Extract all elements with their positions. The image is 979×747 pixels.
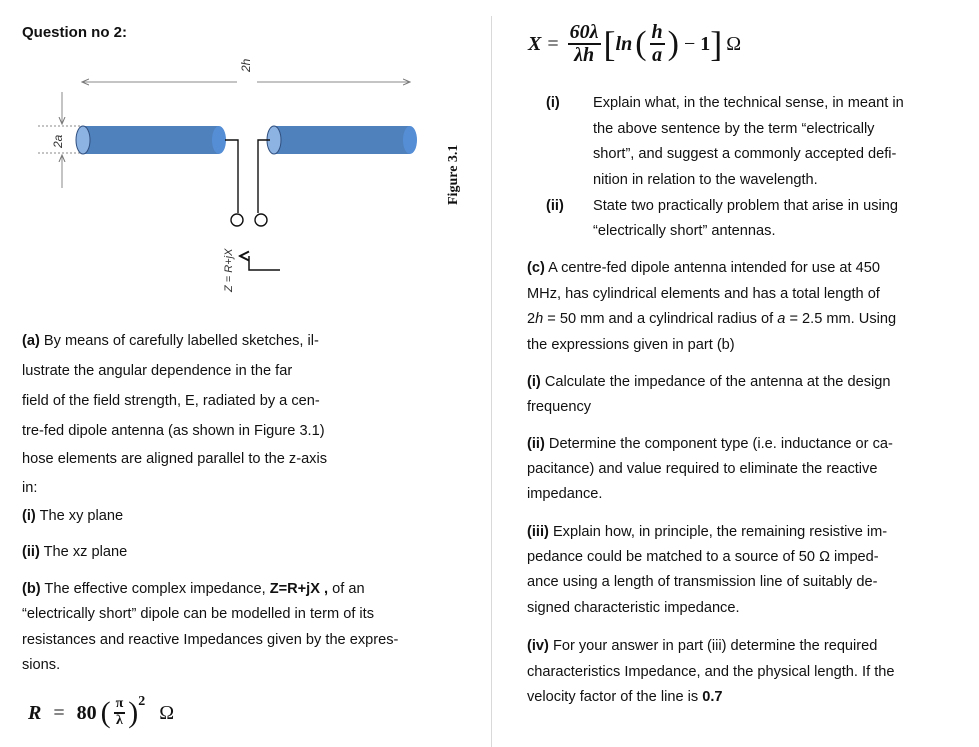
formula-unit: Ω — [159, 701, 175, 724]
fraction-denominator: λh — [574, 44, 595, 66]
part-a-line: lustrate the angular dependence in the far — [22, 363, 293, 379]
part-c-line — [527, 259, 880, 277]
part-c-item-line: pacitance) and value required to eliminate the reactive — [527, 461, 878, 477]
fraction-denominator: a — [652, 44, 663, 66]
part-c-item-line: signed characteristic impedance. — [527, 600, 740, 616]
part-c-text: = 2.5 mm. Using — [785, 311, 897, 327]
sub-b-line: “electrically short” antennas. — [593, 223, 776, 239]
part-c-item-line: characteristics Impedance, and the physical length. If the — [527, 664, 895, 680]
fraction-numerator: 60λ — [569, 21, 599, 43]
part-a-item — [22, 507, 123, 525]
part-c-item-line: frequency — [527, 399, 592, 415]
part-b-text: of an — [328, 581, 365, 597]
part-b-text: The effective complex impedance, — [40, 581, 270, 597]
sub-b-line: Explain what, in the technical sense, in meant in — [593, 95, 904, 111]
sub-b-line: nition in relation to the wavelength. — [593, 172, 818, 188]
sub-b-i-label: (i) — [546, 95, 560, 111]
formula-ratio — [650, 22, 665, 66]
fraction-numerator: h — [651, 21, 663, 43]
part-a-line — [22, 332, 319, 350]
formula-r-lhs: R — [28, 701, 42, 724]
formula-unit: Ω — [726, 32, 742, 55]
figure-caption: Figure 3.1 — [446, 144, 461, 205]
part-a-item — [22, 543, 127, 561]
part-a-label: (a) — [22, 333, 40, 349]
part-c-line: MHz, has cylindrical elements and has a total length of — [527, 286, 880, 302]
impedance-expression: Z=R+jX , — [269, 581, 329, 597]
formula-fraction — [568, 22, 601, 66]
formula-fraction — [114, 697, 126, 728]
reactance-formula: X = $\frac{60\lambda}{\lambda h}$ [ ln ( $\frac{h}{a}$ ) − 1 ] Ω — [528, 21, 742, 66]
part-a-line: in: — [22, 480, 38, 496]
part-a-text: By means of carefully labelled sketches, il- — [39, 333, 319, 349]
formula-equals: = — [547, 32, 559, 55]
item-label: (i) — [527, 374, 541, 390]
terminal-arrow — [249, 256, 280, 270]
formula-exponent: 2 — [138, 694, 146, 709]
formula-ln: ln — [615, 32, 633, 55]
fraction-denominator: λ — [116, 713, 123, 728]
formula-x-lhs: X — [528, 32, 542, 55]
part-c-text: = 50 mm and a cylindrical radius of — [543, 311, 778, 327]
part-a-line: hose elements are aligned parallel to the z-axis — [22, 451, 328, 467]
item-label: (ii) — [22, 544, 40, 560]
part-c-item-line: ance using a length of transmission line of suitably de- — [527, 574, 878, 590]
formula-coefficient: 80 — [76, 701, 97, 724]
part-c-item-line — [527, 688, 723, 706]
part-c-text: 2 — [527, 311, 536, 327]
item-text: Calculate the impedance of the antenna at the design — [540, 374, 891, 390]
item-label: (iii) — [527, 524, 549, 540]
formula-equals: = — [53, 701, 65, 724]
velocity-factor-value: 0.7 — [702, 689, 723, 705]
dipole-antenna-figure — [0, 0, 480, 300]
fraction-numerator: π — [114, 697, 126, 714]
part-b-line: “electrically short” dipole can be modelled in term of its — [22, 606, 375, 622]
part-b-line: sions. — [22, 657, 61, 673]
part-b-line: resistances and reactive Impedances given by the expres- — [22, 632, 399, 648]
formula-minus: − — [683, 32, 696, 55]
label-impedance: Z = R+jX — [223, 248, 235, 292]
item-label: (iv) — [527, 638, 549, 654]
sub-b-line: the above sentence by the term “electrically — [593, 121, 875, 137]
resistance-formula: R = 80 ( $\frac{\pi}{\lambda}$ ) 2 Ω — [28, 694, 175, 729]
item-label: (ii) — [527, 436, 545, 452]
part-a-line: field of the field strength, E, radiated by a cen- — [22, 393, 320, 409]
sub-b-ii-label: (ii) — [546, 198, 564, 214]
label-2a: 2a — [51, 134, 65, 148]
part-c-item — [527, 435, 893, 453]
part-c-item-line: pedance could be matched to a source of 50 Ω imped- — [527, 549, 879, 565]
part-c-item — [527, 523, 887, 541]
part-a-line: tre-fed dipole antenna (as shown in Figure 3.1) — [22, 423, 325, 439]
feed-wires — [225, 140, 270, 226]
part-c-line — [527, 310, 896, 328]
column-divider — [491, 16, 492, 747]
item-text: Determine the component type (i.e. inductance or ca- — [544, 436, 893, 452]
part-c-line: the expressions given in part (b) — [527, 337, 735, 353]
part-c-item — [527, 637, 877, 655]
part-c-item — [527, 373, 890, 391]
right-dipole-element — [267, 126, 417, 154]
sub-b-line: State two practically problem that arise in using — [593, 198, 898, 214]
part-b-label: (b) — [22, 581, 41, 597]
part-c-item-line: impedance. — [527, 486, 603, 502]
item-text: Explain how, in principle, the remaining resistive im- — [548, 524, 888, 540]
item-text: The xz plane — [39, 544, 128, 560]
sub-b-line: short”, and suggest a commonly accepted defi- — [593, 146, 897, 162]
formula-one: 1 — [700, 32, 711, 55]
item-text: velocity factor of the line is — [527, 689, 703, 705]
question-title: Question no 2: — [22, 24, 127, 41]
part-c-text: A centre-fed dipole antenna intended for use at 450 — [544, 260, 880, 276]
part-b-line — [22, 580, 365, 598]
left-dipole-element — [76, 126, 226, 154]
label-2h: 2h — [239, 58, 253, 72]
var-h: h — [535, 311, 544, 327]
item-text: The xy plane — [35, 508, 124, 524]
var-a: a — [777, 311, 786, 327]
part-c-label: (c) — [527, 260, 545, 276]
item-text: For your answer in part (iii) determine the required — [548, 638, 878, 654]
item-label: (i) — [22, 508, 36, 524]
